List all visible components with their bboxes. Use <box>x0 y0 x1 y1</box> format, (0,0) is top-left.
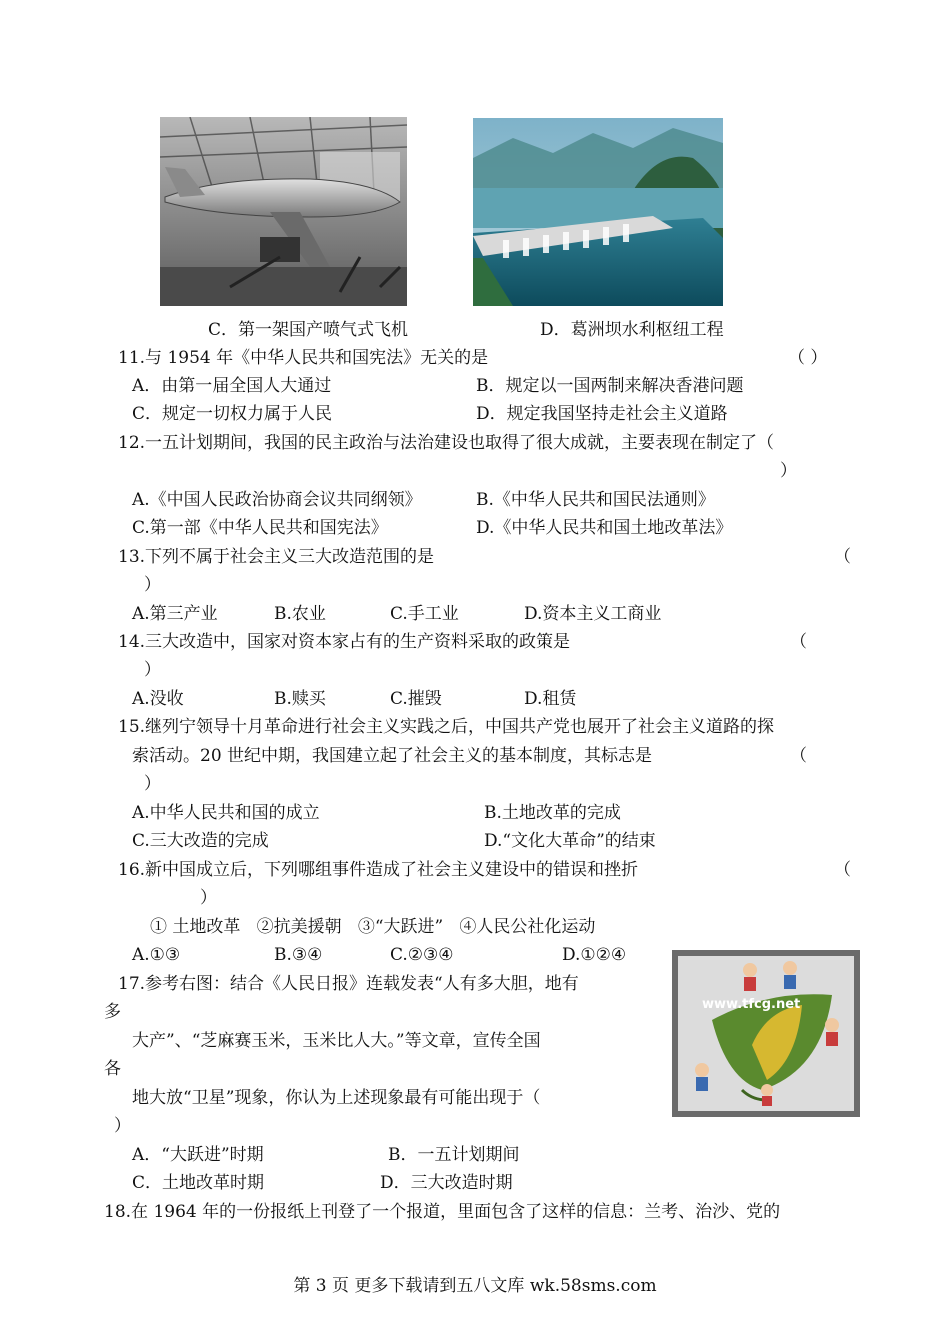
q11-option-b: B．规定以一国两制来解决香港问题 <box>476 376 744 396</box>
q17-stem-line1: 17.参考右图：结合《人民日报》连载发表“人有多大胆，地有 <box>118 974 579 994</box>
page-footer: 第 3 页 更多下载请到五八文库 wk.58sms.com <box>293 1276 657 1296</box>
q17-stem-line3: 地大放“卫星”现象，你认为上述现象最有可能出现于（ <box>132 1088 541 1108</box>
q13-option-c: C.手工业 <box>390 604 459 624</box>
q17-stem-line2: 大产”、“芝麻赛玉米，玉米比人大。”等文章，宣传全国 <box>132 1031 541 1051</box>
q14-option-a: A.没收 <box>132 689 184 709</box>
q15-stem-line2: 索活动。20 世纪中期，我国建立起了社会主义的基本制度，其标志是 <box>132 746 653 766</box>
q16-option-d: D.①②④ <box>562 945 627 965</box>
q12-option-c: C.第一部《中华人民共和国宪法》 <box>132 518 388 538</box>
q13-option-d: D.资本主义工商业 <box>524 604 662 624</box>
q17-option-a: A．“大跃进”时期 <box>132 1145 264 1165</box>
photo-d-caption: D．葛洲坝水利枢纽工程 <box>540 320 724 340</box>
q14-stem: 14.三大改造中，国家对资本家占有的生产资料采取的政策是 <box>118 632 571 652</box>
q11-option-d: D．规定我国坚持走社会主义道路 <box>476 404 728 424</box>
q13-option-a: A.第三产业 <box>132 604 218 624</box>
q15-bracket-open: （ <box>790 746 807 766</box>
q16-option-c: C.②③④ <box>390 945 454 965</box>
q13-bracket-close: ） <box>144 575 161 595</box>
q12-bracket-close: ） <box>780 461 797 481</box>
q16-bracket-open: （ <box>834 860 851 880</box>
q17-option-c: C．土地改革时期 <box>132 1173 265 1193</box>
q13-stem: 13.下列不属于社会主义三大改造范围的是 <box>118 547 435 567</box>
q13-bracket-open: （ <box>834 547 851 567</box>
great-leap-poster-image <box>672 950 860 1117</box>
q15-stem-line1: 15.继列宁领导十月革命进行社会主义实践之后，中国共产党也展开了社会主义道路的探 <box>118 717 775 737</box>
q16-items: ① 土地改革 ②抗美援朝 ③“大跃进” ④人民公社化运动 <box>150 917 596 937</box>
q14-option-b: B.赎买 <box>274 689 326 709</box>
q15-bracket-close: ） <box>144 774 161 794</box>
q14-option-d: D.租赁 <box>524 689 577 709</box>
q12-option-d: D.《中华人民共和国土地改革法》 <box>476 518 733 538</box>
poster-watermark-text: www.tfcg.net <box>702 997 801 1012</box>
photo-c-caption: C．第一架国产喷气式飞机 <box>208 320 409 340</box>
q11-stem: 11.与 1954 年《中华人民共和国宪法》无关的是 <box>118 348 489 368</box>
q11-answer-bracket: （ ） <box>788 348 828 368</box>
q13-option-b: B.农业 <box>274 604 326 624</box>
q16-option-b: B.③④ <box>274 945 323 965</box>
q17-bracket-close: ） <box>114 1116 131 1136</box>
q12-option-a: A.《中国人民政治协商会议共同纲领》 <box>132 490 422 510</box>
q17-option-d: D．三大改造时期 <box>380 1173 513 1193</box>
gezhouba-dam-photo <box>473 118 723 306</box>
q15-option-d: D.“文化大革命”的结束 <box>484 831 656 851</box>
q17-stem-line1-wrap: 多 <box>104 1002 121 1022</box>
q18-stem: 18.在 1964 年的一份报纸上刊登了一个报道，里面包含了这样的信息：兰考、治沙、党的 <box>104 1202 781 1222</box>
q17-option-b: B．一五计划期间 <box>388 1145 520 1165</box>
q11-option-c: C．规定一切权力属于人民 <box>132 404 333 424</box>
q16-stem: 16.新中国成立后，下列哪组事件造成了社会主义建设中的错误和挫折 <box>118 860 639 880</box>
q14-option-c: C.摧毁 <box>390 689 442 709</box>
q15-option-c: C.三大改造的完成 <box>132 831 269 851</box>
jet-aircraft-photo <box>160 117 407 306</box>
q16-bracket-close: ） <box>200 888 217 908</box>
q15-option-a: A.中华人民共和国的成立 <box>132 803 320 823</box>
q14-bracket-close: ） <box>144 660 161 680</box>
q12-option-b: B.《中华人民共和国民法通则》 <box>476 490 715 510</box>
q16-option-a: A.①③ <box>132 945 181 965</box>
q17-stem-line2-wrap: 各 <box>104 1059 121 1079</box>
q12-stem: 12.一五计划期间，我国的民主政治与法治建设也取得了很大成就，主要表现在制定了（ <box>118 433 775 453</box>
q14-bracket-open: （ <box>790 632 807 652</box>
q15-option-b: B.土地改革的完成 <box>484 803 621 823</box>
q11-option-a: A．由第一届全国人大通过 <box>132 376 332 396</box>
